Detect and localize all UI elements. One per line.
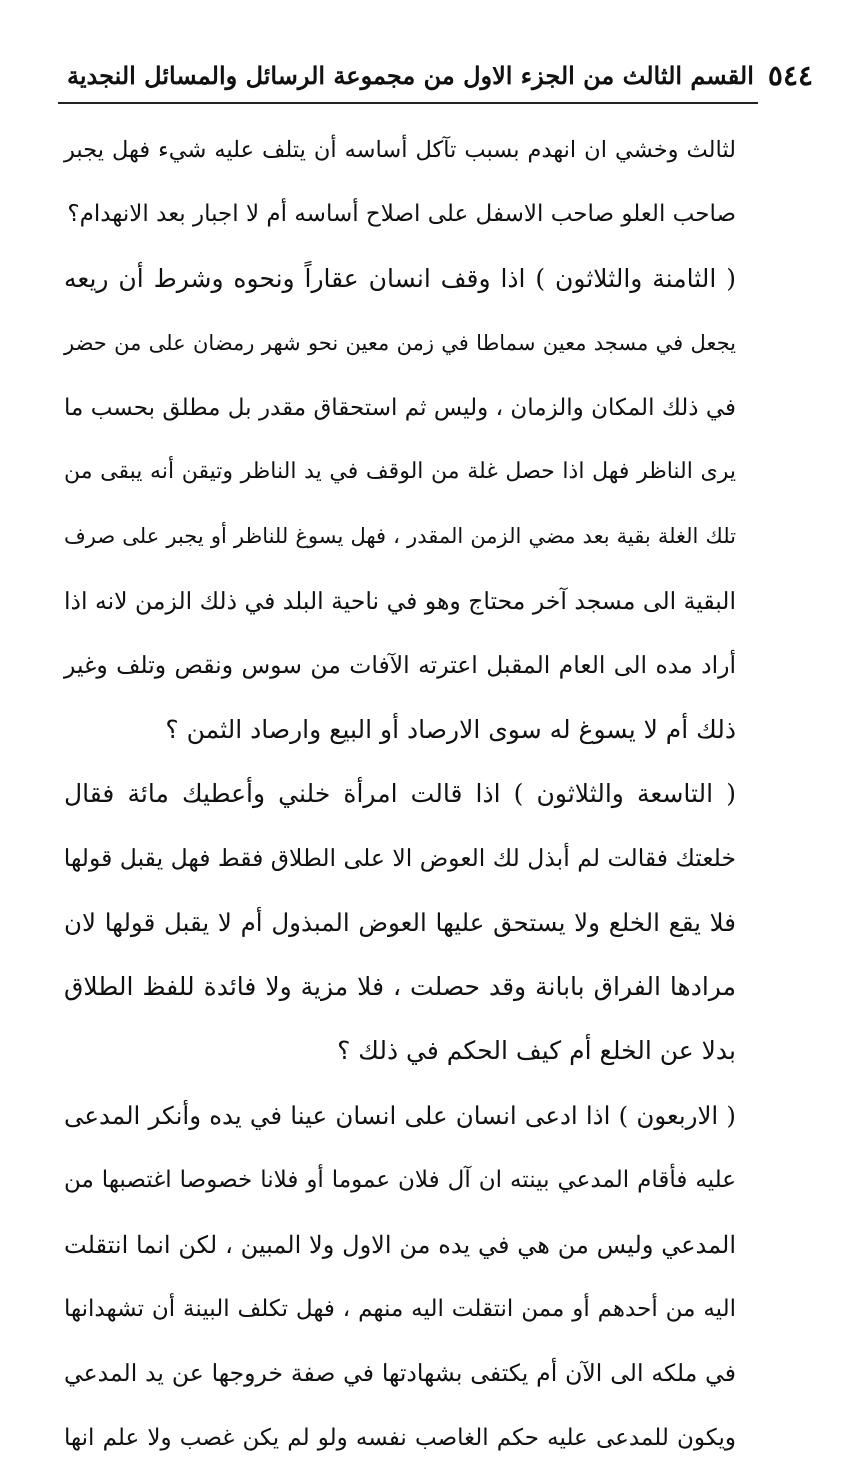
text-line: مرادها الفراق بابانة وقد حصلت ، فلا مزية ولا فائدة للفظ الطلاق: [64, 972, 736, 1002]
text-line: أراد مده الى العام المقبل اعترته الآفات من سوس ونقص وتلف وغير: [64, 651, 736, 680]
text-line: صاحب العلو صاحب الاسفل على اصلاح أساسه أم لا اجبار بعد الانهدام؟: [67, 201, 736, 228]
text-line: ( الاربعون ) اذا ادعى انسان على انسان عينا في يده وأنكر المدعى: [64, 1100, 736, 1130]
text-line: ( الثامنة والثلاثون ) اذا وقف انسان عقاراً ونحوه وشرط أن ريعه: [64, 263, 736, 293]
text-line: لثالث وخشي ان انهدم بسبب تآكل أساسه أن يتلف عليه شيء فهل يجبر: [64, 137, 736, 163]
text-line: فلا يقع الخلع ولا يستحق عليها العوض المبذول أم لا يقبل قولها لان: [64, 907, 736, 937]
text-line: تلك الغلة بقية بعد مضي الزمن المقدر ، فهل يسوغ للناظر أو يجبر على صرف: [64, 524, 736, 549]
text-line: يجعل في مسجد معين سماطا في زمن معين نحو شهر رمضان على من حضر: [64, 331, 736, 356]
text-line: خلعتك فقالت لم أبذل لك العوض الا على الطلاق فقط فهل يقبل قولها: [63, 844, 736, 873]
text-line: ( التاسعة والثلاثون ) اذا قالت امرأة خلني وأعطيك مائة فقال: [64, 778, 736, 808]
running-title: القسم الثالث من الجزء الاول من مجموعة الرسائل والمسائل النجدية: [66, 60, 754, 90]
page-header: [60, 52, 820, 98]
text-line: اليه من أحدهم أو ممن انتقلت اليه منهم ، فهل تكلف البينة أن تشهدانها: [64, 1296, 736, 1323]
text-line: ذلك أم لا يسوغ له سوى الارصاد أو البيع وارصاد الثمن ؟: [165, 714, 736, 744]
header-rule: [58, 102, 758, 104]
body-text: [64, 118, 736, 1470]
text-line: يرى الناظر فهل اذا حصل غلة من الوقف في يد الناظر وتيقن أنه يبقى من: [64, 458, 736, 484]
text-line: عليه فأقام المدعي بينته ان آل فلان عموما أو فلانا خصوصا اغتصبها من: [64, 1167, 736, 1194]
text-line: في ملكه الى الآن أم يكتفى بشهادتها في صفة خروجها عن يد المدعي: [64, 1359, 736, 1388]
text-line: البقية الى مسجد آخر محتاج وهو في ناحية البلد في ذلك الزمن لانه اذا: [64, 586, 736, 615]
text-line: ويكون للمدعى عليه حكم الغاصب نفسه ولو لم يكن غصب ولا علم انها: [64, 1424, 736, 1451]
text-line: بدلا عن الخلع أم كيف الحكم في ذلك ؟: [337, 1036, 736, 1066]
text-line: المدعي وليس من هي في يده من الاول ولا المبين ، لكن انما انتقلت: [64, 1230, 736, 1259]
text-line: في ذلك المكان والزمان ، وليس ثم استحقاق مقدر بل مطلق بحسب ما: [64, 394, 736, 421]
page-number: ٥٤٤: [767, 58, 814, 92]
